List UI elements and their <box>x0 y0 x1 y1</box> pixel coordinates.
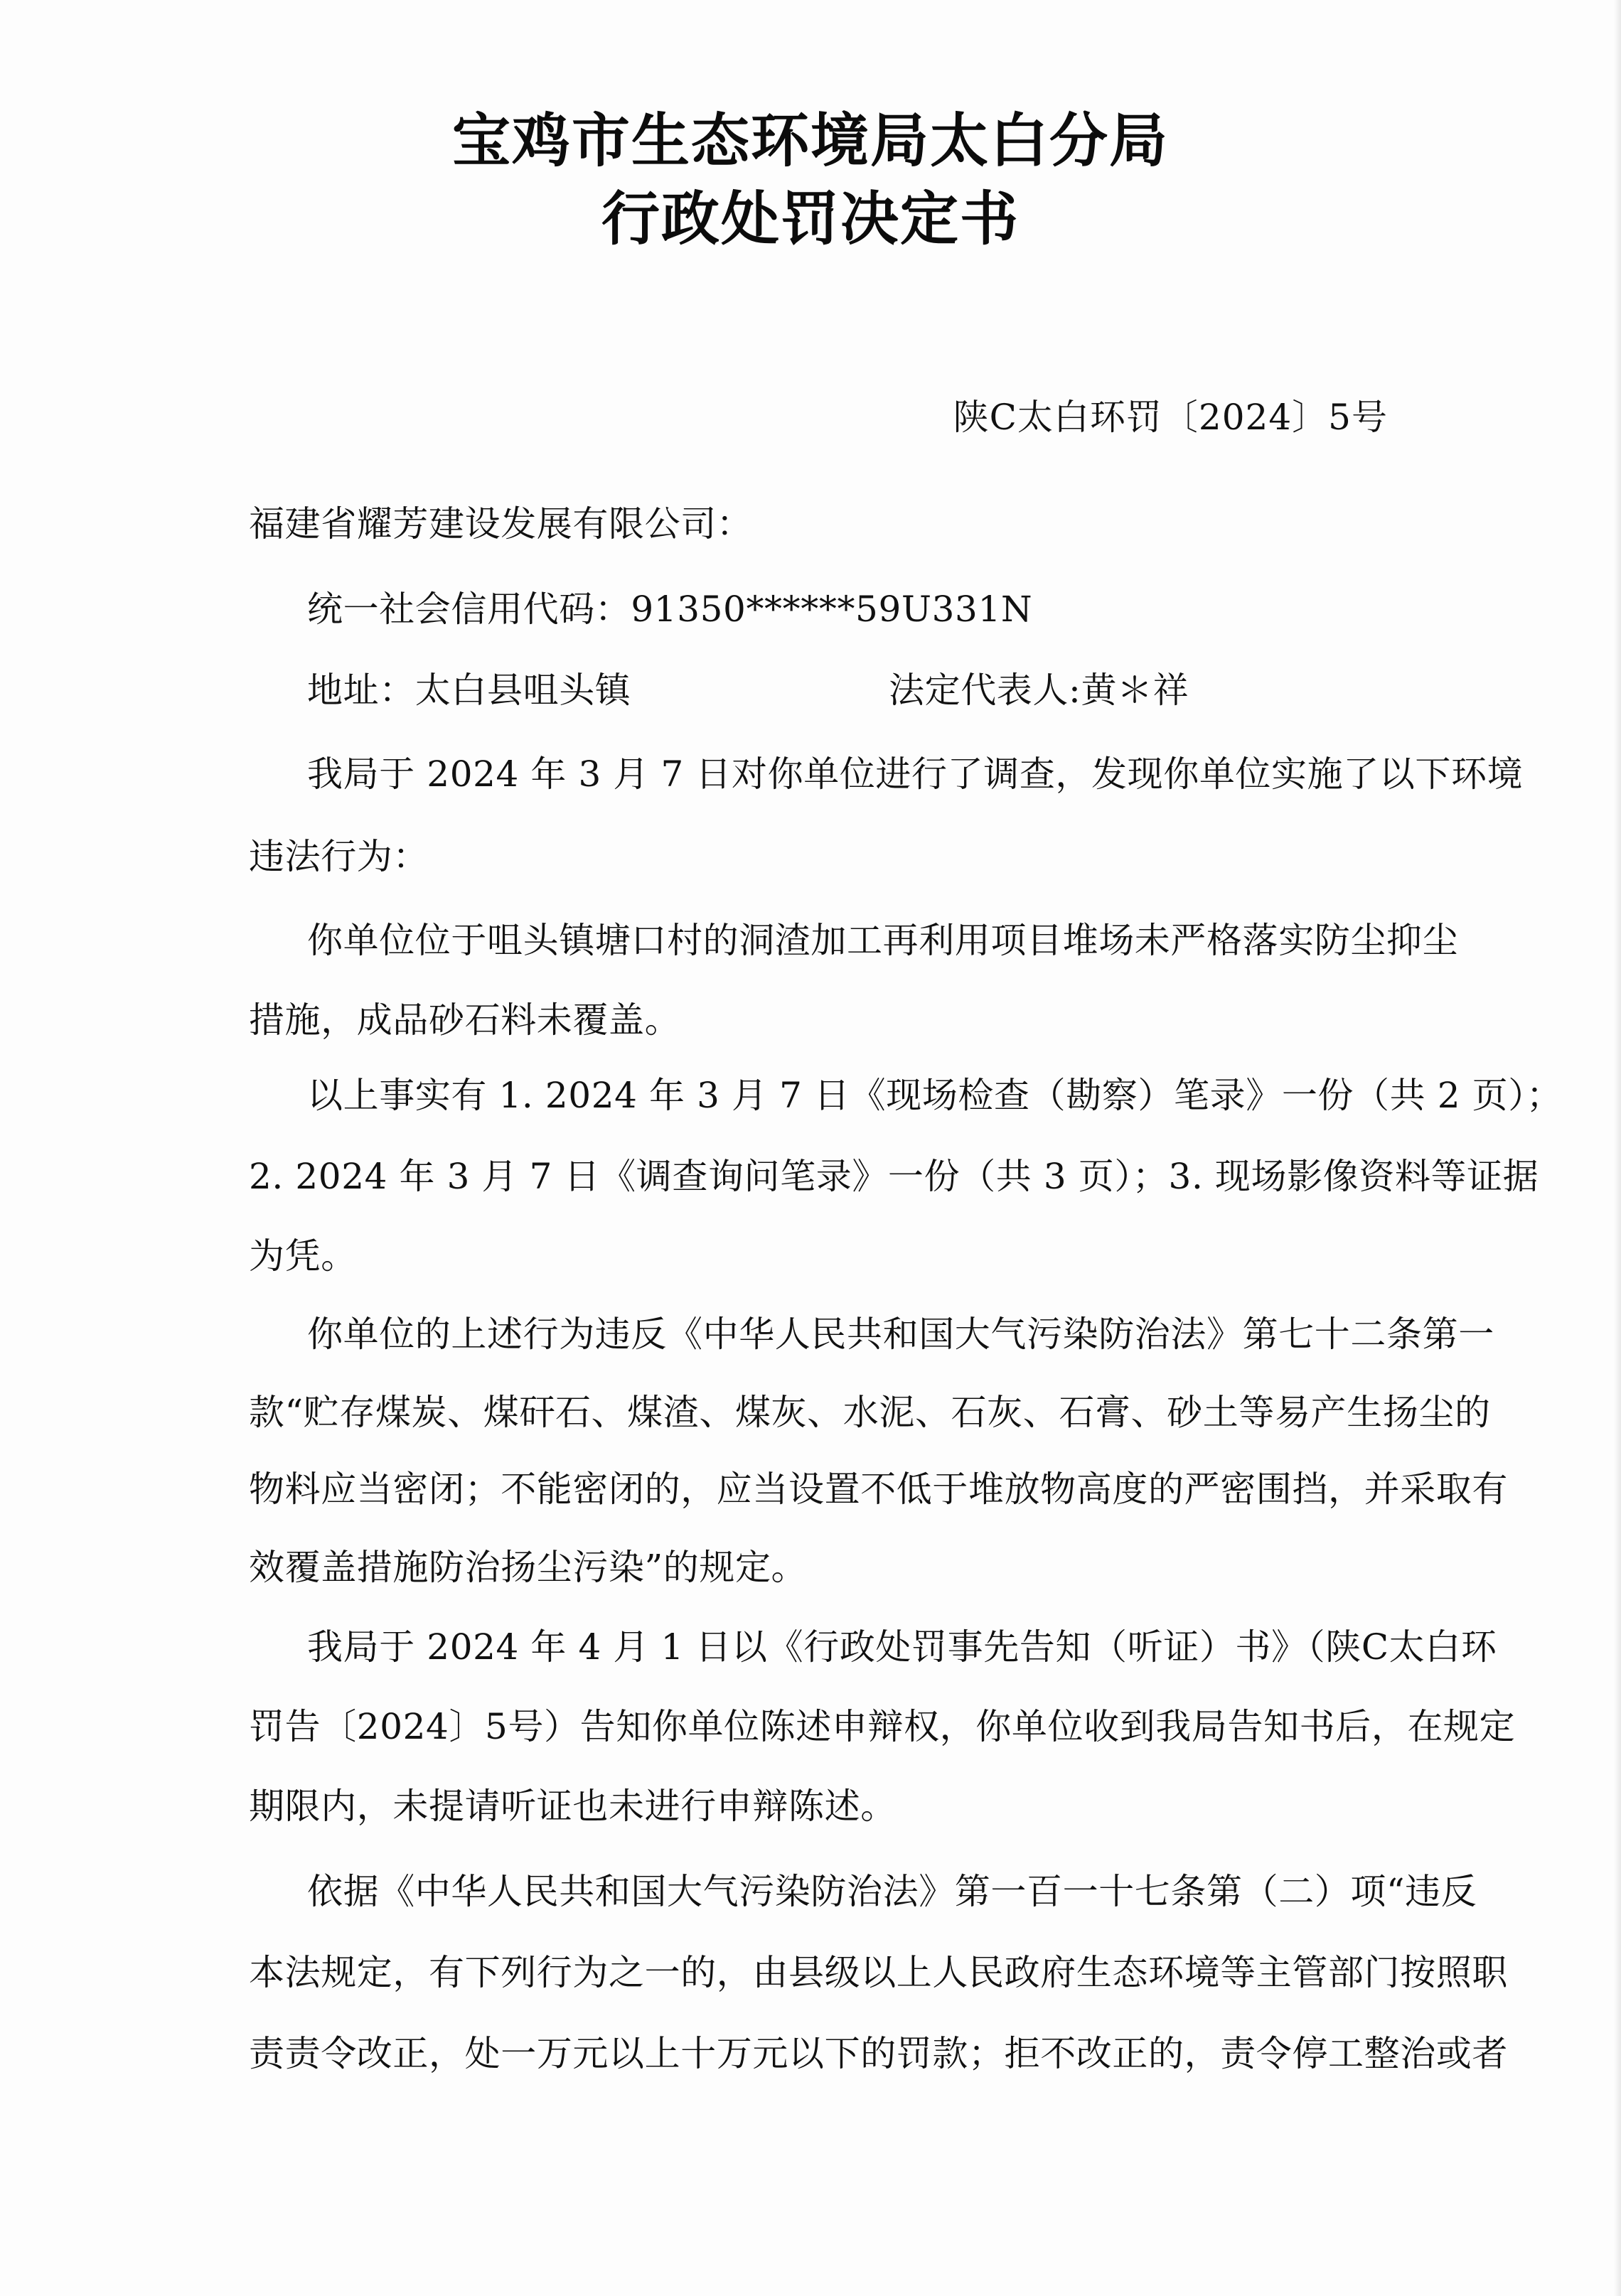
body-line: 依据《中华人民共和国大气污染防治法》第一百一十七条第（二）项“违反 <box>307 1871 1477 1912</box>
body-line: 物料应当密闭；不能密闭的，应当设置不低于堆放物高度的严密围挡，并采取有 <box>249 1469 1508 1510</box>
recipient-name: 福建省耀芳建设发展有限公司： <box>249 503 753 545</box>
body-line: 你单位的上述行为违反《中华人民共和国大气污染防治法》第七十二条第一 <box>307 1314 1494 1355</box>
document-number: 陕C太白环罚〔2024〕5号 <box>953 397 1388 438</box>
title-line-1: 宝鸡市生态环境局太白分局 <box>451 107 1169 175</box>
recipient-address: 地址：太白县咀头镇 <box>307 670 631 711</box>
body-line: 措施，成品砂石料未覆盖。 <box>249 999 681 1041</box>
body-line: 以上事实有 1. 2024 年 3 月 7 日《现场检查（勘察）笔录》一份（共 2 页）； <box>307 1075 1563 1116</box>
legal-representative: 法定代表人:黄＊祥 <box>889 670 1189 711</box>
body-line: 本法规定，有下列行为之一的，由县级以上人民政府生态环境等主管部门按照职 <box>249 1952 1508 1993</box>
body-line: 为凭。 <box>249 1235 357 1277</box>
body-line: 你单位位于咀头镇塘口村的洞渣加工再利用项目堆场未严格落实防尘抑尘 <box>307 920 1459 961</box>
body-line: 我局于 2024 年 4 月 1 日以《行政处罚事先告知（听证）书》（陕C太白环 <box>307 1626 1497 1668</box>
body-line: 效覆盖措施防治扬尘污染”的规定。 <box>249 1547 808 1588</box>
body-line: 2. 2024 年 3 月 7 日《调查询问笔录》一份（共 3 页）；3. 现场影像资料等证据 <box>249 1156 1539 1197</box>
body-line: 期限内，未提请听证也未进行申辩陈述。 <box>249 1786 897 1827</box>
body-line: 款“贮存煤炭、煤矸石、煤渣、煤灰、水泥、石灰、石膏、砂土等易产生扬尘的 <box>249 1392 1491 1433</box>
scan-edge-shadow <box>1614 0 1621 2296</box>
body-line: 我局于 2024 年 3 月 7 日对你单位进行了调查，发现你单位实施了以下环境 <box>307 753 1524 795</box>
body-line: 罚告〔2024〕5号）告知你单位陈述申辩权，你单位收到我局告知书后，在规定 <box>249 1706 1516 1747</box>
body-line: 责责令改正，处一万元以上十万元以下的罚款；拒不改正的，责令停工整治或者 <box>249 2033 1508 2074</box>
body-line: 违法行为： <box>249 836 429 877</box>
credit-code: 统一社会信用代码：91350******59U331N <box>307 589 1033 630</box>
title-line-2: 行政处罚决定书 <box>601 186 1020 253</box>
